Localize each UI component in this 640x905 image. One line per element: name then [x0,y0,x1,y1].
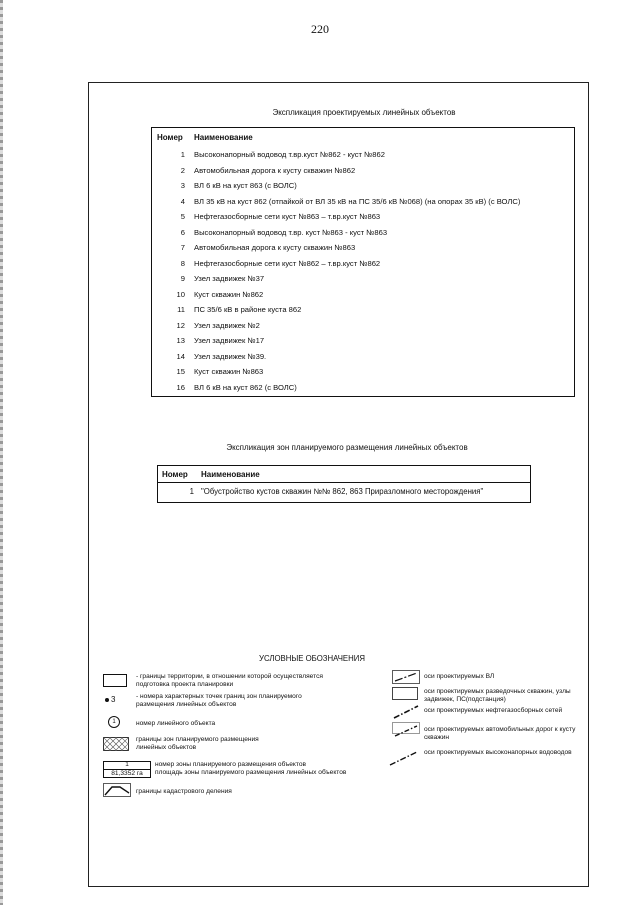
point-icon [105,698,109,702]
legend-line-object: номер линейного объекта [136,720,216,727]
line-object-circle-symbol: 1 [108,716,120,728]
row-number: 14 [176,351,185,361]
row-name: ВЛ 6 кВ на куст 862 (с ВОЛС) [194,382,297,392]
vl-axis-symbol [392,670,420,684]
row-name: ПС 35/6 кВ в районе куста 862 [194,305,302,314]
row-number: 2 [180,165,185,175]
wells-symbol [392,687,418,700]
row-name: Автомобильная дорога к кусту скважин №862 [194,165,356,175]
row-name: Куст скважин №863 [194,367,264,376]
row-name: ВЛ 35 кВ на куст 862 (отпайкой от ВЛ 35 кВ на ПС 35/6 кВ №068) (на опорах 35 кВ) (с ВОЛС) [194,196,521,206]
table1-rows [152,150,574,398]
row-name: Нефтегазосборные сети куст №863 – т.вр.куст №863 [194,212,381,221]
point-marker-symbol [105,695,115,704]
row-number: 11 [177,305,185,314]
row-name: Автомобильная дорога к кусту скважин №863 [194,243,356,252]
legend-points: - номера характерных точек границ зон планируемого размещения линейных объектов [136,693,302,708]
table-row [152,181,574,197]
row-name: Узел задвижек №17 [194,336,265,345]
legend-territory: - границы территории, в отношении которой осуществляется подготовка проекта планировки [136,673,323,688]
table-row [152,259,574,275]
row-name: Куст скважин №862 [194,289,264,299]
legend-water: оси проектируемых высоконапорных водоводов [424,749,572,756]
legend-cadastral: границы кадастрового деления [136,788,232,795]
table-row [152,383,574,399]
zone-box-number: 1 [104,761,150,770]
table1-col-name: Наименование [194,133,253,142]
zone-hatch-symbol [103,737,129,751]
legend-oilgas: оси проектируемых нефтегазосборных сетей [424,707,563,714]
zones-table [157,465,531,503]
point-marker-number: 3 [111,695,116,704]
row-name: Высоконапорный водовод т.вр. куст №863 - куст №863 [194,227,388,237]
zone-number-area-symbol [103,761,151,778]
oilgas-axis-symbol [392,703,420,719]
table-row [152,336,574,352]
table-row [152,197,574,213]
table-row [152,228,574,244]
table2-divider [158,482,530,483]
legend-wells: оси проектируемых разведочных скважин, узлы задвижек, ПС(подстанция) [424,688,571,703]
row-name: Узел задвижек №37 [194,274,265,283]
table-row [152,212,574,228]
legend-vl: оси проектируемых ВЛ [424,673,495,680]
row-name: Узел задвижек №2 [194,320,260,330]
table1-title: Экспликация проектируемых линейных объектов [272,108,456,117]
row-number: 16 [176,382,185,392]
table-row [152,321,574,337]
row-number: 5 [180,212,185,221]
row-number: 4 [180,196,185,206]
linear-objects-table [151,127,575,397]
scan-edge [0,0,3,905]
legend-title: УСЛОВНЫЕ ОБОЗНАЧЕНИЯ [259,654,365,663]
page-number: 220 [311,22,329,36]
row-number: 1 [189,487,194,496]
row-name: Узел задвижек №39. [194,351,267,361]
row-number: 8 [180,258,185,268]
row-number: 9 [180,274,185,283]
row-name: ВЛ 6 кВ на куст 863 (с ВОЛС) [194,181,297,190]
row-number: 3 [180,181,185,190]
legend-zone-number: номер зоны планируемого размещения объектов [155,761,307,768]
cadastral-border-symbol [103,783,131,797]
legend-zone-area: площадь зоны планируемого размещения линейных объектов [155,769,347,776]
table-row [152,352,574,368]
table2-col-number: Номер [162,470,188,479]
table-row [152,150,574,166]
roads-axis-symbol [392,722,420,738]
row-number: 15 [176,367,185,376]
table-row [152,367,574,383]
table-row [152,305,574,321]
legend-roads: оси проектируемых автомобильных дорог к кусту скважин [424,726,576,741]
table2-col-name: Наименование [201,470,260,479]
water-axis-symbol [388,747,420,767]
table-row [152,290,574,306]
territory-border-symbol [103,674,127,687]
row-name: Высоконапорный водовод т.вр.куст №862 - куст №862 [194,150,385,159]
row-number: 13 [176,336,185,345]
row-number: 10 [176,289,185,299]
row-name: Нефтегазосборные сети куст №862 – т.вр.куст №862 [194,258,381,268]
table-row [152,274,574,290]
row-name: "Обустройство кустов скважин №№ 862, 863 Приразломного месторождения" [201,487,484,496]
legend-zones: границы зон планируемого размещения линейных объектов [136,736,259,751]
table2-title: Экспликация зон планируемого размещения линейных объектов [226,443,468,452]
zone-box-area: 81,3352 га [111,770,143,777]
row-number: 1 [180,150,185,159]
table-row [152,166,574,182]
row-number: 12 [176,320,185,330]
table1-col-number: Номер [157,133,183,142]
table-row [152,243,574,259]
row-number: 7 [180,243,185,252]
row-number: 6 [180,227,185,237]
